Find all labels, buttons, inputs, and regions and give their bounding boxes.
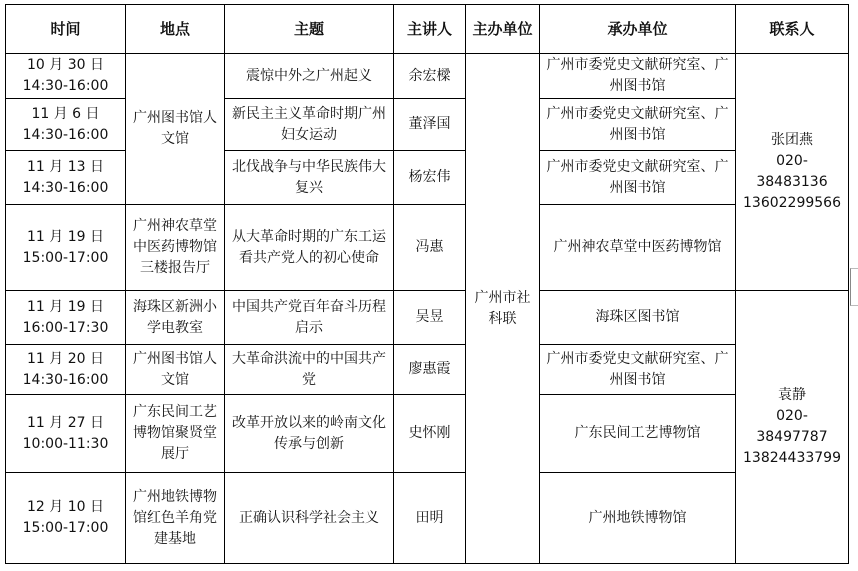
topic-cell: 中国共产党百年奋斗历程启示 bbox=[225, 291, 394, 345]
table-row bbox=[6, 473, 849, 564]
header-topic: 主题 bbox=[225, 5, 394, 54]
speaker-cell: 史怀刚 bbox=[394, 395, 466, 473]
table-row bbox=[6, 395, 849, 473]
topic-cell: 大革命洪流中的中国共产党 bbox=[225, 345, 394, 395]
topic-cell: 北伐战争与中华民族伟大复兴 bbox=[225, 151, 394, 205]
topic-cell: 改革开放以来的岭南文化传承与创新 bbox=[225, 395, 394, 473]
table-row bbox=[6, 345, 849, 395]
header-host: 主办单位 bbox=[466, 5, 540, 54]
topic-cell: 正确认识科学社会主义 bbox=[225, 473, 394, 564]
header-speaker: 主讲人 bbox=[394, 5, 466, 54]
header-contact: 联系人 bbox=[736, 5, 849, 54]
time-cell: 11 月 19 日 15:00-17:00 bbox=[6, 205, 126, 291]
topic-cell: 从大革命时期的广东工运看共产党人的初心使命 bbox=[225, 205, 394, 291]
organizer-cell: 广州市委党史文献研究室、广州图书馆 bbox=[540, 345, 736, 395]
header-organizer: 承办单位 bbox=[540, 5, 736, 54]
host-cell: 广州市社科联 bbox=[466, 54, 540, 564]
speaker-cell: 吴昱 bbox=[394, 291, 466, 345]
header-row bbox=[6, 5, 849, 54]
topic-cell: 震惊中外之广州起义 bbox=[225, 54, 394, 99]
organizer-cell: 广州市委党史文献研究室、广州图书馆 bbox=[540, 99, 736, 151]
venue-cell: 广州神农草堂中医药博物馆三楼报告厅 bbox=[126, 205, 225, 291]
organizer-cell: 广州神农草堂中医药博物馆 bbox=[540, 205, 736, 291]
time-cell: 11 月 6 日 14:30-16:00 bbox=[6, 99, 126, 151]
organizer-cell: 广州市委党史文献研究室、广州图书馆 bbox=[540, 151, 736, 205]
time-cell: 11 月 19 日 16:00-17:30 bbox=[6, 291, 126, 345]
header-time: 时间 bbox=[6, 5, 126, 54]
speaker-cell: 杨宏伟 bbox=[394, 151, 466, 205]
window-edge-handle bbox=[850, 268, 858, 306]
table-row bbox=[6, 205, 849, 291]
venue-cell: 广州地铁博物馆红色羊角党建基地 bbox=[126, 473, 225, 564]
contact-cell: 袁静 020-38497787 13824433799 bbox=[736, 291, 849, 564]
speaker-cell: 董泽国 bbox=[394, 99, 466, 151]
speaker-cell: 冯惠 bbox=[394, 205, 466, 291]
speaker-cell: 田明 bbox=[394, 473, 466, 564]
time-cell: 10 月 30 日 14:30-16:00 bbox=[6, 54, 126, 99]
time-cell: 12 月 10 日 15:00-17:00 bbox=[6, 473, 126, 564]
contact-cell: 张团燕 020-38483136 13602299566 bbox=[736, 54, 849, 291]
topic-cell: 新民主主义革命时期广州妇女运动 bbox=[225, 99, 394, 151]
organizer-cell: 广州地铁博物馆 bbox=[540, 473, 736, 564]
venue-cell: 广州图书馆人文馆 bbox=[126, 54, 225, 205]
time-cell: 11 月 27 日 10:00-11:30 bbox=[6, 395, 126, 473]
organizer-cell: 广东民间工艺博物馆 bbox=[540, 395, 736, 473]
lecture-schedule-table bbox=[5, 4, 849, 564]
venue-cell: 广东民间工艺博物馆聚贤堂展厅 bbox=[126, 395, 225, 473]
venue-cell: 海珠区新洲小学电教室 bbox=[126, 291, 225, 345]
header-venue: 地点 bbox=[126, 5, 225, 54]
time-cell: 11 月 20 日 14:30-16:00 bbox=[6, 345, 126, 395]
time-cell: 11 月 13 日 14:30-16:00 bbox=[6, 151, 126, 205]
organizer-cell: 海珠区图书馆 bbox=[540, 291, 736, 345]
speaker-cell: 廖惠霞 bbox=[394, 345, 466, 395]
organizer-cell: 广州市委党史文献研究室、广州图书馆 bbox=[540, 54, 736, 99]
speaker-cell: 余宏樑 bbox=[394, 54, 466, 99]
table-row bbox=[6, 54, 849, 99]
table-row bbox=[6, 291, 849, 345]
venue-cell: 广州图书馆人文馆 bbox=[126, 345, 225, 395]
